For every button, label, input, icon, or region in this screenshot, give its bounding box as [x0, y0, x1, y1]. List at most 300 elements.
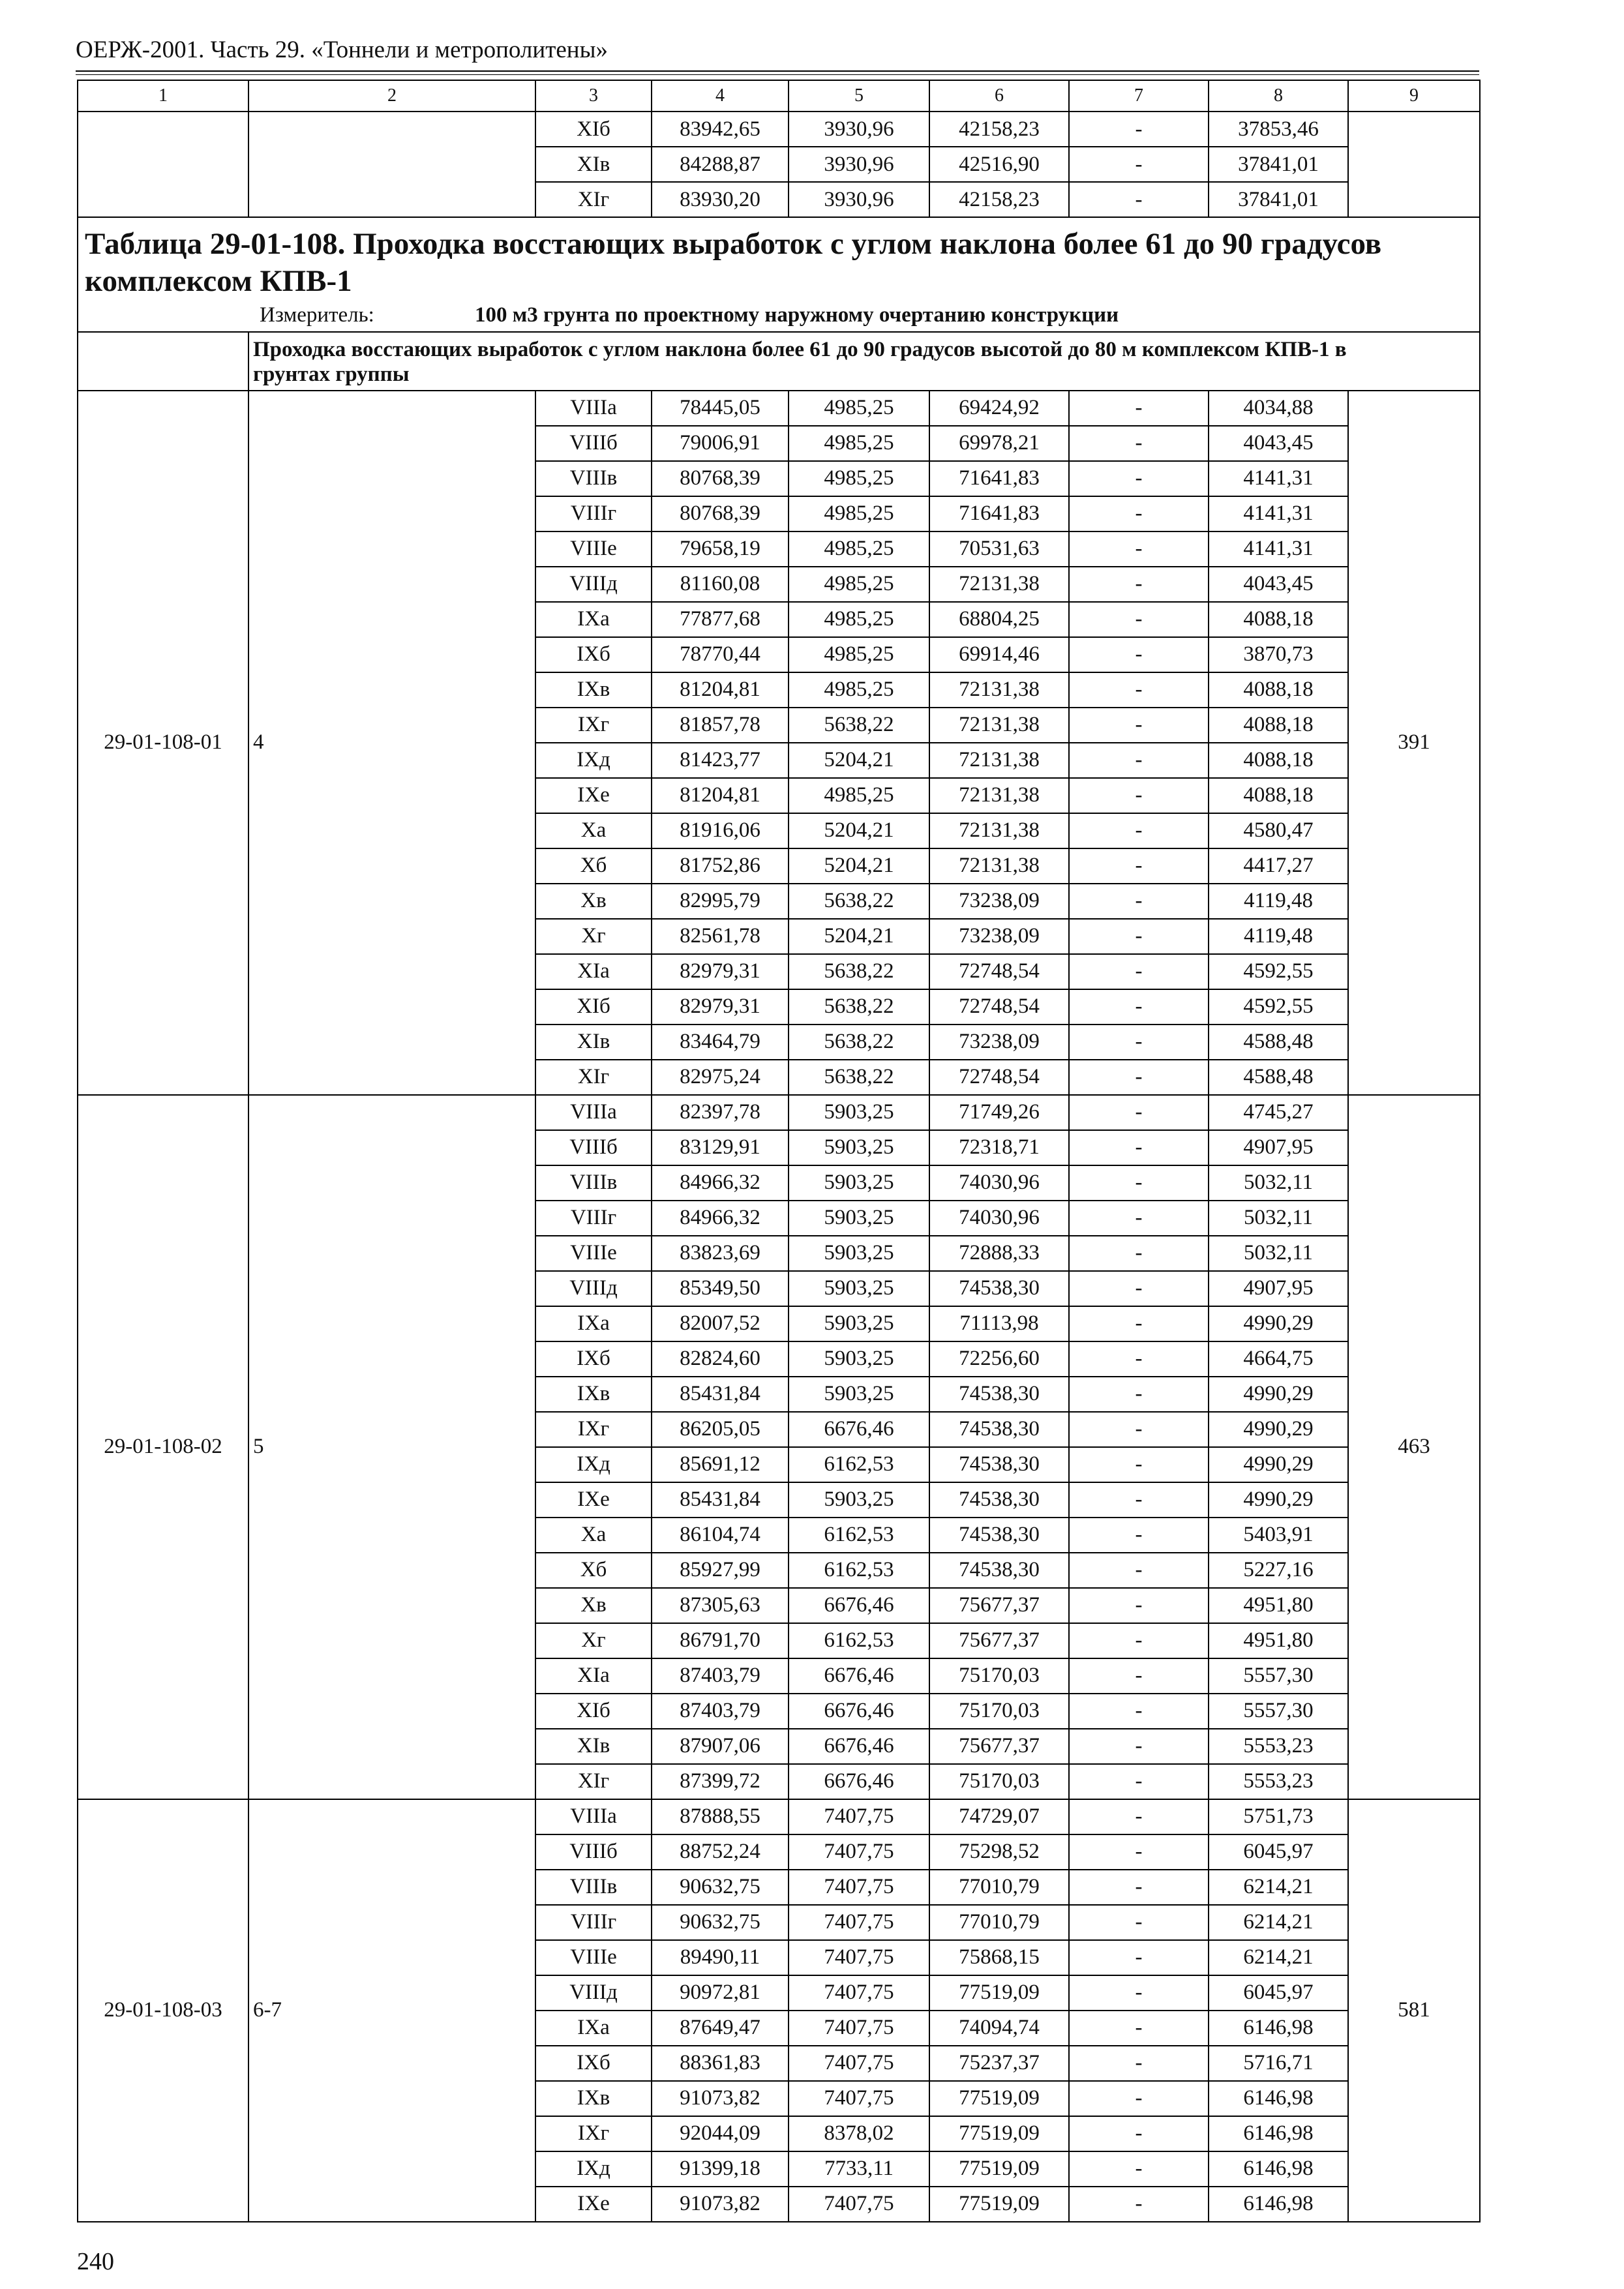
value-cell-col6: 73238,09 — [929, 884, 1069, 919]
soil-group-cell: VIIIа — [535, 1799, 652, 1834]
table-subtitle: Проходка восстающих выработок с углом наклона более 61 до 90 градусов высотой до 80 м комплексом КПВ-1 в грунтах группы — [253, 337, 1347, 386]
value-cell-col5: 6676,46 — [789, 1729, 929, 1764]
value-cell-col8: 4907,95 — [1209, 1271, 1348, 1306]
soil-group-cell: IXе — [535, 1482, 652, 1518]
value-cell-col6: 72748,54 — [929, 954, 1069, 989]
value-cell-col7: - — [1069, 1482, 1209, 1518]
empty-soil-cell — [248, 147, 535, 182]
table-row — [78, 1799, 1480, 1834]
value-cell-col6: 75868,15 — [929, 1940, 1069, 1975]
value-cell-col6: 74030,96 — [929, 1165, 1069, 1201]
value-cell-col5: 5638,22 — [789, 1025, 929, 1060]
value-cell-col5: 5903,25 — [789, 1201, 929, 1236]
carryover-row — [78, 182, 1480, 217]
soil-group-cell: XIб — [535, 989, 652, 1025]
value-cell-col5: 4985,25 — [789, 461, 929, 496]
value-cell-col6: 72131,38 — [929, 778, 1069, 813]
value-cell-col5: 7407,75 — [789, 1975, 929, 2011]
value-cell-col5: 5903,25 — [789, 1130, 929, 1165]
value-cell-col6: 72131,38 — [929, 743, 1069, 778]
value-cell-col6: 73238,09 — [929, 1025, 1069, 1060]
value-cell-col5: 4985,25 — [789, 567, 929, 602]
value-cell-col5: 5903,25 — [789, 1095, 929, 1130]
value-cell-col8: 3870,73 — [1209, 637, 1348, 672]
soil-group-cell: Xг — [535, 919, 652, 954]
value-cell-col5: 7407,75 — [789, 2187, 929, 2222]
value-cell-col5: 5903,25 — [789, 1165, 929, 1201]
value-cell-col5: 7407,75 — [789, 1834, 929, 1870]
value-cell-col7: - — [1069, 1940, 1209, 1975]
value-cell-col8: 4951,80 — [1209, 1623, 1348, 1658]
value-cell-col8: 4592,55 — [1209, 989, 1348, 1025]
soil-group-cell: IXв — [535, 672, 652, 708]
value-cell-col5: 5638,22 — [789, 989, 929, 1025]
header-rule-thin — [76, 74, 1479, 75]
value-cell-col5: 5903,25 — [789, 1482, 929, 1518]
empty-col9-cell — [1348, 147, 1480, 182]
value-cell-col4: 82975,24 — [652, 1060, 789, 1095]
column-number: 7 — [1069, 80, 1209, 112]
soil-group-cell: VIIIе — [535, 1236, 652, 1271]
value-cell-col6: 77519,09 — [929, 1975, 1069, 2011]
value-cell-col4: 90632,75 — [652, 1870, 789, 1905]
value-cell-col6: 71641,83 — [929, 496, 1069, 531]
column-number: 1 — [78, 80, 248, 112]
value-cell-col8: 5032,11 — [1209, 1201, 1348, 1236]
soil-group-cell: IXб — [535, 637, 652, 672]
column-number-row — [78, 80, 1480, 112]
soil-group-cell: IXб — [535, 1341, 652, 1377]
soil-group-cell: Xб — [535, 1553, 652, 1588]
soil-group-cell: VIIIв — [535, 1165, 652, 1201]
value-cell-col7: - — [1069, 708, 1209, 743]
value-cell-col4: 83129,91 — [652, 1130, 789, 1165]
value-cell-col4: 85431,84 — [652, 1377, 789, 1412]
value-cell-col7: - — [1069, 496, 1209, 531]
value-cell-col5: 3930,96 — [789, 147, 929, 182]
value-cell-col4: 82995,79 — [652, 884, 789, 919]
value-cell-col8: 4745,27 — [1209, 1095, 1348, 1130]
table-title: Таблица 29-01-108. Проходка восстающих выработок с углом наклона более 61 до 90 градусов комплексом КПВ-1 — [85, 227, 1382, 299]
value-cell-col6: 75677,37 — [929, 1588, 1069, 1623]
value-cell-col4: 86104,74 — [652, 1518, 789, 1553]
value-cell-col8: 4951,80 — [1209, 1588, 1348, 1623]
value-cell-col5: 7407,75 — [789, 2011, 929, 2046]
value-cell-col5: 6676,46 — [789, 1588, 929, 1623]
value-cell-col6: 74538,30 — [929, 1518, 1069, 1553]
value-cell-col5: 5903,25 — [789, 1236, 929, 1271]
soil-group-cell: IXе — [535, 2187, 652, 2222]
value-cell-col6: 74538,30 — [929, 1271, 1069, 1306]
value-cell-col6: 75170,03 — [929, 1764, 1069, 1799]
value-cell-col6: 74094,74 — [929, 2011, 1069, 2046]
value-cell-col5: 6162,53 — [789, 1447, 929, 1482]
value-cell-col8: 5227,16 — [1209, 1553, 1348, 1588]
value-cell-col7: - — [1069, 1341, 1209, 1377]
value-cell-col5: 5204,21 — [789, 848, 929, 884]
value-cell-col4: 82824,60 — [652, 1341, 789, 1377]
value-cell-col4: 82397,78 — [652, 1095, 789, 1130]
value-cell-col8: 4990,29 — [1209, 1306, 1348, 1341]
soil-group-cell: Xб — [535, 848, 652, 884]
value-cell-col5: 7407,75 — [789, 1799, 929, 1834]
empty-col9-cell — [1348, 182, 1480, 217]
value-cell-col7: - — [1069, 884, 1209, 919]
value-cell-col7: - — [1069, 1236, 1209, 1271]
soil-group-cell: IXе — [535, 778, 652, 813]
value-cell-col8: 4088,18 — [1209, 743, 1348, 778]
value-cell-col4: 77877,68 — [652, 602, 789, 637]
value-cell-col7: - — [1069, 2046, 1209, 2081]
value-cell-col8: 4580,47 — [1209, 813, 1348, 848]
carryover-row — [78, 147, 1480, 182]
empty-code-cell — [78, 182, 248, 217]
value-cell-col7: - — [1069, 672, 1209, 708]
value-cell-col7: - — [1069, 1729, 1209, 1764]
value-cell-col6: 72131,38 — [929, 848, 1069, 884]
value-cell-col8: 6045,97 — [1209, 1975, 1348, 2011]
value-cell-col6: 72131,38 — [929, 708, 1069, 743]
value-cell-col8: 37853,46 — [1209, 112, 1348, 147]
value-cell-col5: 7407,75 — [789, 1870, 929, 1905]
value-cell-col8: 6146,98 — [1209, 2187, 1348, 2222]
value-cell-col6: 69978,21 — [929, 426, 1069, 461]
value-cell-col7: - — [1069, 1130, 1209, 1165]
soil-group-cell: VIIIд — [535, 1271, 652, 1306]
value-cell-col4: 81752,86 — [652, 848, 789, 884]
value-cell-col5: 3930,96 — [789, 112, 929, 147]
soil-group-cell: VIIIб — [535, 1834, 652, 1870]
value-cell-col8: 4043,45 — [1209, 567, 1348, 602]
value-cell-col7: - — [1069, 743, 1209, 778]
soil-group-cell: XIб — [535, 112, 652, 147]
value-cell-col7: - — [1069, 1306, 1209, 1341]
value-cell-col5: 6676,46 — [789, 1694, 929, 1729]
value-cell-col4: 86791,70 — [652, 1623, 789, 1658]
value-cell-col7: - — [1069, 778, 1209, 813]
value-cell-col7: - — [1069, 1271, 1209, 1306]
value-cell-col7: - — [1069, 182, 1209, 217]
soil-group-cell: IXв — [535, 1377, 652, 1412]
value-cell-col4: 87403,79 — [652, 1658, 789, 1694]
value-cell-col7: - — [1069, 1095, 1209, 1130]
value-cell-col7: - — [1069, 531, 1209, 567]
value-cell-col5: 6676,46 — [789, 1764, 929, 1799]
column-number: 2 — [248, 80, 535, 112]
soil-group-cell: Xа — [535, 1518, 652, 1553]
subtitle-row — [78, 332, 1480, 391]
value-cell-col6: 72748,54 — [929, 989, 1069, 1025]
value-cell-col5: 5204,21 — [789, 813, 929, 848]
soil-group-cell: IXа — [535, 1306, 652, 1341]
value-cell-col6: 71749,26 — [929, 1095, 1069, 1130]
soil-group-cell: VIIIд — [535, 1975, 652, 2011]
value-cell-col8: 4043,45 — [1209, 426, 1348, 461]
value-cell-col5: 4985,25 — [789, 531, 929, 567]
soil-group-cell: XIг — [535, 1060, 652, 1095]
value-cell-col7: - — [1069, 426, 1209, 461]
value-cell-col6: 75170,03 — [929, 1658, 1069, 1694]
value-cell-col4: 81857,78 — [652, 708, 789, 743]
value-cell-col7: - — [1069, 989, 1209, 1025]
value-cell-col4: 85691,12 — [652, 1447, 789, 1482]
value-cell-col5: 5204,21 — [789, 919, 929, 954]
value-cell-col5: 5204,21 — [789, 743, 929, 778]
value-cell-col6: 77519,09 — [929, 2081, 1069, 2116]
value-cell-col8: 5403,91 — [1209, 1518, 1348, 1553]
value-cell-col6: 71641,83 — [929, 461, 1069, 496]
value-cell-col4: 80768,39 — [652, 496, 789, 531]
empty-code-cell — [78, 147, 248, 182]
table-title-cell — [78, 217, 1480, 332]
value-cell-col8: 4088,18 — [1209, 602, 1348, 637]
value-cell-col6: 72131,38 — [929, 567, 1069, 602]
value-cell-col4: 89490,11 — [652, 1940, 789, 1975]
value-cell-col4: 91073,82 — [652, 2081, 789, 2116]
value-cell-col6: 75170,03 — [929, 1694, 1069, 1729]
value-cell-col4: 84966,32 — [652, 1165, 789, 1201]
value-cell-col4: 82007,52 — [652, 1306, 789, 1341]
value-cell-col7: - — [1069, 1623, 1209, 1658]
value-cell-col4: 81423,77 — [652, 743, 789, 778]
value-cell-col6: 74538,30 — [929, 1412, 1069, 1447]
value-cell-col6: 77519,09 — [929, 2116, 1069, 2151]
value-cell-col6: 42516,90 — [929, 147, 1069, 182]
soil-group-cell: VIIIб — [535, 426, 652, 461]
value-cell-col8: 37841,01 — [1209, 182, 1348, 217]
value-cell-col5: 5903,25 — [789, 1306, 929, 1341]
measure-unit — [85, 305, 1473, 326]
value-cell-col4: 87403,79 — [652, 1694, 789, 1729]
value-cell-col5: 6162,53 — [789, 1518, 929, 1553]
value-cell-col5: 4985,25 — [789, 637, 929, 672]
value-cell-col4: 91399,18 — [652, 2151, 789, 2187]
value-cell-col4: 85927,99 — [652, 1553, 789, 1588]
value-cell-col5: 7407,75 — [789, 1940, 929, 1975]
value-cell-col5: 4985,25 — [789, 778, 929, 813]
value-cell-col5: 5903,25 — [789, 1271, 929, 1306]
empty-code-cell — [78, 332, 248, 391]
value-cell-col6: 75677,37 — [929, 1623, 1069, 1658]
value-cell-col8: 6146,98 — [1209, 2011, 1348, 2046]
column-number: 8 — [1209, 80, 1348, 112]
value-cell-col4: 81160,08 — [652, 567, 789, 602]
value-cell-col7: - — [1069, 848, 1209, 884]
value-cell-col7: - — [1069, 1025, 1209, 1060]
value-cell-col4: 87888,55 — [652, 1799, 789, 1834]
soil-group-cell: VIIIд — [535, 567, 652, 602]
value-cell-col8: 4119,48 — [1209, 919, 1348, 954]
value-cell-col5: 6676,46 — [789, 1658, 929, 1694]
value-cell-col8: 4990,29 — [1209, 1447, 1348, 1482]
value-cell-col5: 3930,96 — [789, 182, 929, 217]
value-cell-col4: 82979,31 — [652, 989, 789, 1025]
value-cell-col6: 72131,38 — [929, 672, 1069, 708]
value-cell-col8: 5557,30 — [1209, 1694, 1348, 1729]
value-cell-col5: 8378,02 — [789, 2116, 929, 2151]
value-cell-col8: 4141,31 — [1209, 496, 1348, 531]
value-cell-col6: 72888,33 — [929, 1236, 1069, 1271]
value-cell-col8: 4088,18 — [1209, 672, 1348, 708]
value-cell-col8: 6146,98 — [1209, 2151, 1348, 2187]
soil-group-cell: XIа — [535, 1658, 652, 1694]
soil-group-cell: IXд — [535, 1447, 652, 1482]
value-cell-col7: - — [1069, 919, 1209, 954]
soil-group-cell: XIг — [535, 1764, 652, 1799]
soil-group-cell: XIв — [535, 147, 652, 182]
value-cell-col8: 4088,18 — [1209, 778, 1348, 813]
value-cell-col4: 84966,32 — [652, 1201, 789, 1236]
value-cell-col4: 83464,79 — [652, 1025, 789, 1060]
value-cell-col7: - — [1069, 1905, 1209, 1940]
value-cell-col5: 5638,22 — [789, 954, 929, 989]
value-cell-col8: 4141,31 — [1209, 461, 1348, 496]
value-cell-col5: 5903,25 — [789, 1377, 929, 1412]
value-cell-col4: 78445,05 — [652, 391, 789, 426]
value-cell-col6: 75298,52 — [929, 1834, 1069, 1870]
value-cell-col4: 87649,47 — [652, 2011, 789, 2046]
value-cell-col4: 84288,87 — [652, 147, 789, 182]
value-cell-col7: - — [1069, 1377, 1209, 1412]
col9-cell: 391 — [1348, 391, 1480, 1095]
rate-code-cell: 29-01-108-01 — [78, 391, 248, 1095]
value-cell-col8: 4034,88 — [1209, 391, 1348, 426]
header-rule — [76, 70, 1479, 72]
value-cell-col7: - — [1069, 2116, 1209, 2151]
value-cell-col4: 87399,72 — [652, 1764, 789, 1799]
value-cell-col4: 87907,06 — [652, 1729, 789, 1764]
soil-group-cell: XIб — [535, 1694, 652, 1729]
value-cell-col8: 4990,29 — [1209, 1482, 1348, 1518]
soil-group-cell: Xг — [535, 1623, 652, 1658]
soil-group-cell: XIв — [535, 1025, 652, 1060]
value-cell-col4: 87305,63 — [652, 1588, 789, 1623]
value-cell-col5: 5638,22 — [789, 1060, 929, 1095]
soil-group-cell: IXд — [535, 743, 652, 778]
column-number: 9 — [1348, 80, 1480, 112]
value-cell-col5: 7407,75 — [789, 2081, 929, 2116]
value-cell-col8: 6146,98 — [1209, 2116, 1348, 2151]
value-cell-col6: 72318,71 — [929, 1130, 1069, 1165]
value-cell-col5: 7407,75 — [789, 2046, 929, 2081]
value-cell-col6: 72748,54 — [929, 1060, 1069, 1095]
column-number: 6 — [929, 80, 1069, 112]
value-cell-col6: 74030,96 — [929, 1201, 1069, 1236]
value-cell-col7: - — [1069, 1694, 1209, 1729]
value-cell-col4: 88752,24 — [652, 1834, 789, 1870]
soil-group-cell: VIIIг — [535, 1905, 652, 1940]
value-cell-col5: 4985,25 — [789, 602, 929, 637]
value-cell-col8: 6146,98 — [1209, 2081, 1348, 2116]
value-cell-col4: 79658,19 — [652, 531, 789, 567]
soil-group-cell: XIг — [535, 182, 652, 217]
value-cell-col7: - — [1069, 1165, 1209, 1201]
value-cell-col6: 70531,63 — [929, 531, 1069, 567]
value-cell-col7: - — [1069, 1870, 1209, 1905]
value-cell-col8: 5751,73 — [1209, 1799, 1348, 1834]
value-cell-col7: - — [1069, 112, 1209, 147]
empty-code-cell — [78, 112, 248, 147]
table-row — [78, 391, 1480, 426]
value-cell-col4: 80768,39 — [652, 461, 789, 496]
value-cell-col6: 72131,38 — [929, 813, 1069, 848]
soil-category-cell: 5 — [248, 1095, 535, 1799]
value-cell-col7: - — [1069, 2187, 1209, 2222]
value-cell-col8: 4417,27 — [1209, 848, 1348, 884]
value-cell-col7: - — [1069, 1658, 1209, 1694]
value-cell-col4: 91073,82 — [652, 2187, 789, 2222]
page-number: 240 — [77, 2248, 114, 2275]
soil-group-cell: Xв — [535, 1588, 652, 1623]
value-cell-col6: 72256,60 — [929, 1341, 1069, 1377]
value-cell-col6: 74729,07 — [929, 1799, 1069, 1834]
value-cell-col8: 6214,21 — [1209, 1940, 1348, 1975]
value-cell-col4: 85431,84 — [652, 1482, 789, 1518]
soil-group-cell: VIIIг — [535, 496, 652, 531]
value-cell-col7: - — [1069, 147, 1209, 182]
col9-cell: 463 — [1348, 1095, 1480, 1799]
value-cell-col6: 77519,09 — [929, 2151, 1069, 2187]
rate-code-cell: 29-01-108-02 — [78, 1095, 248, 1799]
value-cell-col7: - — [1069, 1799, 1209, 1834]
soil-group-cell: VIIIа — [535, 391, 652, 426]
value-cell-col7: - — [1069, 1975, 1209, 2011]
value-cell-col8: 4664,75 — [1209, 1341, 1348, 1377]
value-cell-col7: - — [1069, 1518, 1209, 1553]
value-cell-col8: 4990,29 — [1209, 1412, 1348, 1447]
value-cell-col4: 83930,20 — [652, 182, 789, 217]
value-cell-col4: 83942,65 — [652, 112, 789, 147]
value-cell-col8: 4990,29 — [1209, 1377, 1348, 1412]
table-row — [78, 1095, 1480, 1130]
value-cell-col7: - — [1069, 567, 1209, 602]
value-cell-col4: 82979,31 — [652, 954, 789, 989]
soil-group-cell: Xв — [535, 884, 652, 919]
value-cell-col6: 71113,98 — [929, 1306, 1069, 1341]
value-cell-col4: 88361,83 — [652, 2046, 789, 2081]
value-cell-col4: 78770,44 — [652, 637, 789, 672]
soil-category-cell: 4 — [248, 391, 535, 1095]
value-cell-col8: 6214,21 — [1209, 1870, 1348, 1905]
value-cell-col8: 5553,23 — [1209, 1729, 1348, 1764]
soil-group-cell: IXг — [535, 1412, 652, 1447]
value-cell-col6: 74538,30 — [929, 1482, 1069, 1518]
value-cell-col8: 4588,48 — [1209, 1025, 1348, 1060]
value-cell-col7: - — [1069, 1764, 1209, 1799]
value-cell-col8: 5032,11 — [1209, 1165, 1348, 1201]
soil-group-cell: IXа — [535, 2011, 652, 2046]
value-cell-col4: 81916,06 — [652, 813, 789, 848]
value-cell-col6: 75677,37 — [929, 1729, 1069, 1764]
value-cell-col4: 90972,81 — [652, 1975, 789, 2011]
value-cell-col5: 5903,25 — [789, 1341, 929, 1377]
value-cell-col6: 69424,92 — [929, 391, 1069, 426]
soil-group-cell: XIв — [535, 1729, 652, 1764]
empty-soil-cell — [248, 182, 535, 217]
value-cell-col6: 73238,09 — [929, 919, 1069, 954]
soil-group-cell: IXг — [535, 708, 652, 743]
value-cell-col8: 4088,18 — [1209, 708, 1348, 743]
value-cell-col7: - — [1069, 1447, 1209, 1482]
soil-group-cell: IXв — [535, 2081, 652, 2116]
value-cell-col7: - — [1069, 2011, 1209, 2046]
value-cell-col8: 4588,48 — [1209, 1060, 1348, 1095]
value-cell-col4: 92044,09 — [652, 2116, 789, 2151]
soil-group-cell: VIIIв — [535, 1870, 652, 1905]
value-cell-col6: 74538,30 — [929, 1553, 1069, 1588]
value-cell-col6: 69914,46 — [929, 637, 1069, 672]
value-cell-col8: 5557,30 — [1209, 1658, 1348, 1694]
